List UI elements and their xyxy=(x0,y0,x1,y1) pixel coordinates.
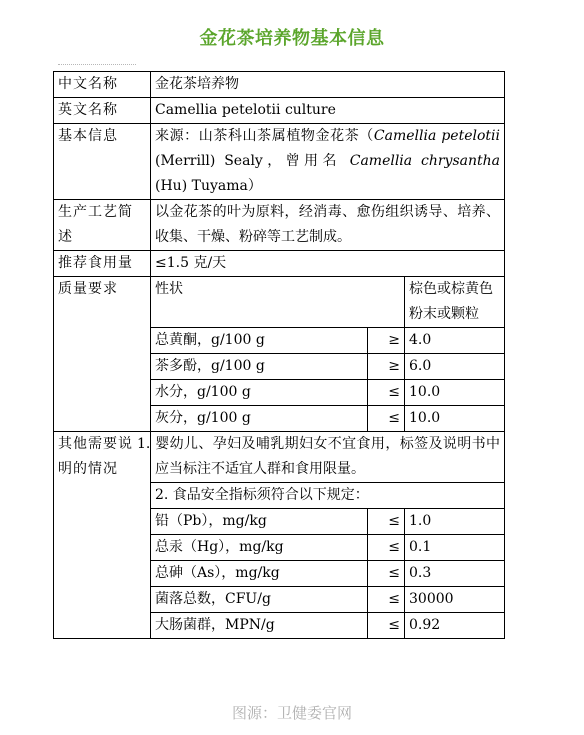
row-process xyxy=(54,200,505,251)
safety-item-name: 总砷（As），mg/kg xyxy=(151,561,368,587)
quality-item-value: 6.0 xyxy=(405,354,505,380)
author-2: (Hu) Tuyama） xyxy=(155,178,262,194)
label-process: 生产工艺简述 xyxy=(54,200,151,251)
quality-item-name: 总黄酮，g/100 g xyxy=(151,328,368,354)
species-name-1: Camellia petelotii xyxy=(373,128,500,144)
decorative-mark xyxy=(58,64,136,68)
row-other-note1 xyxy=(54,432,505,483)
page-title: 金花茶培养物基本信息 xyxy=(199,28,385,49)
label-quality: 质量要求 xyxy=(54,277,151,432)
safety-item-value: 1.0 xyxy=(405,509,505,535)
value-cn-name: 金花茶培养物 xyxy=(151,72,505,98)
safety-item-symbol: ≤ xyxy=(368,509,405,535)
row-basic-info xyxy=(54,124,505,200)
image-source-caption: 图源：卫健委官网 xyxy=(231,704,352,722)
value-en-name: Camellia petelotii culture xyxy=(151,98,505,124)
safety-item-value: 0.1 xyxy=(405,535,505,561)
info-table xyxy=(53,71,505,639)
value-dosage: ≤1.5 克/天 xyxy=(151,251,505,277)
safety-item-name: 铅（Pb），mg/kg xyxy=(151,509,368,535)
value-process: 以金花茶的叶为原料，经消毒、愈伤组织诱导、培养、收集、干燥、粉碎等工艺制成。 xyxy=(151,200,505,251)
safety-item-symbol: ≤ xyxy=(368,613,405,639)
quality-item-symbol: ≥ xyxy=(368,354,405,380)
quality-item-symbol: ≤ xyxy=(368,406,405,432)
author-1: (Merrill) Sealy，曾用名 xyxy=(155,153,350,169)
species-name-2: Camellia chrysantha xyxy=(349,153,500,169)
quality-item-name: 茶多酚，g/100 g xyxy=(151,354,368,380)
row-quality-appearance xyxy=(54,277,505,328)
quality-item-symbol: ≥ xyxy=(368,328,405,354)
safety-item-name: 大肠菌群，MPN/g xyxy=(151,613,368,639)
safety-item-value: 30000 xyxy=(405,587,505,613)
row-dosage xyxy=(54,251,505,277)
safety-item-value: 0.92 xyxy=(405,613,505,639)
label-basic-info: 基本信息 xyxy=(54,124,151,200)
row-cn-name xyxy=(54,72,505,98)
safety-item-symbol: ≤ xyxy=(368,561,405,587)
label-other: 其他需要说明的情况 xyxy=(54,432,151,639)
safety-item-value: 0.3 xyxy=(405,561,505,587)
quality-item-name: 水分，g/100 g xyxy=(151,380,368,406)
source-prefix: 来源：山茶科山茶属植物金花茶（ xyxy=(155,128,374,144)
other-note-1: 1. 婴幼儿、孕妇及哺乳期妇女不宜食用，标签及说明书中应当标注不适宜人群和食用限量。 xyxy=(151,432,505,483)
quality-appearance-label: 性状 xyxy=(151,277,405,328)
safety-item-symbol: ≤ xyxy=(368,587,405,613)
value-basic-info xyxy=(151,124,505,200)
safety-item-symbol: ≤ xyxy=(368,535,405,561)
label-cn-name: 中文名称 xyxy=(54,72,151,98)
other-note-2: 2. 食品安全指标须符合以下规定： xyxy=(151,483,505,509)
quality-item-symbol: ≤ xyxy=(368,380,405,406)
quality-item-value: 4.0 xyxy=(405,328,505,354)
quality-appearance-value: 棕色或棕黄色粉末或颗粒 xyxy=(405,277,505,328)
quality-item-value: 10.0 xyxy=(405,380,505,406)
safety-item-name: 菌落总数，CFU/g xyxy=(151,587,368,613)
quality-item-value: 10.0 xyxy=(405,406,505,432)
label-en-name: 英文名称 xyxy=(54,98,151,124)
safety-item-name: 总汞（Hg），mg/kg xyxy=(151,535,368,561)
label-dosage: 推荐食用量 xyxy=(54,251,151,277)
quality-item-name: 灰分，g/100 g xyxy=(151,406,368,432)
row-en-name xyxy=(54,98,505,124)
